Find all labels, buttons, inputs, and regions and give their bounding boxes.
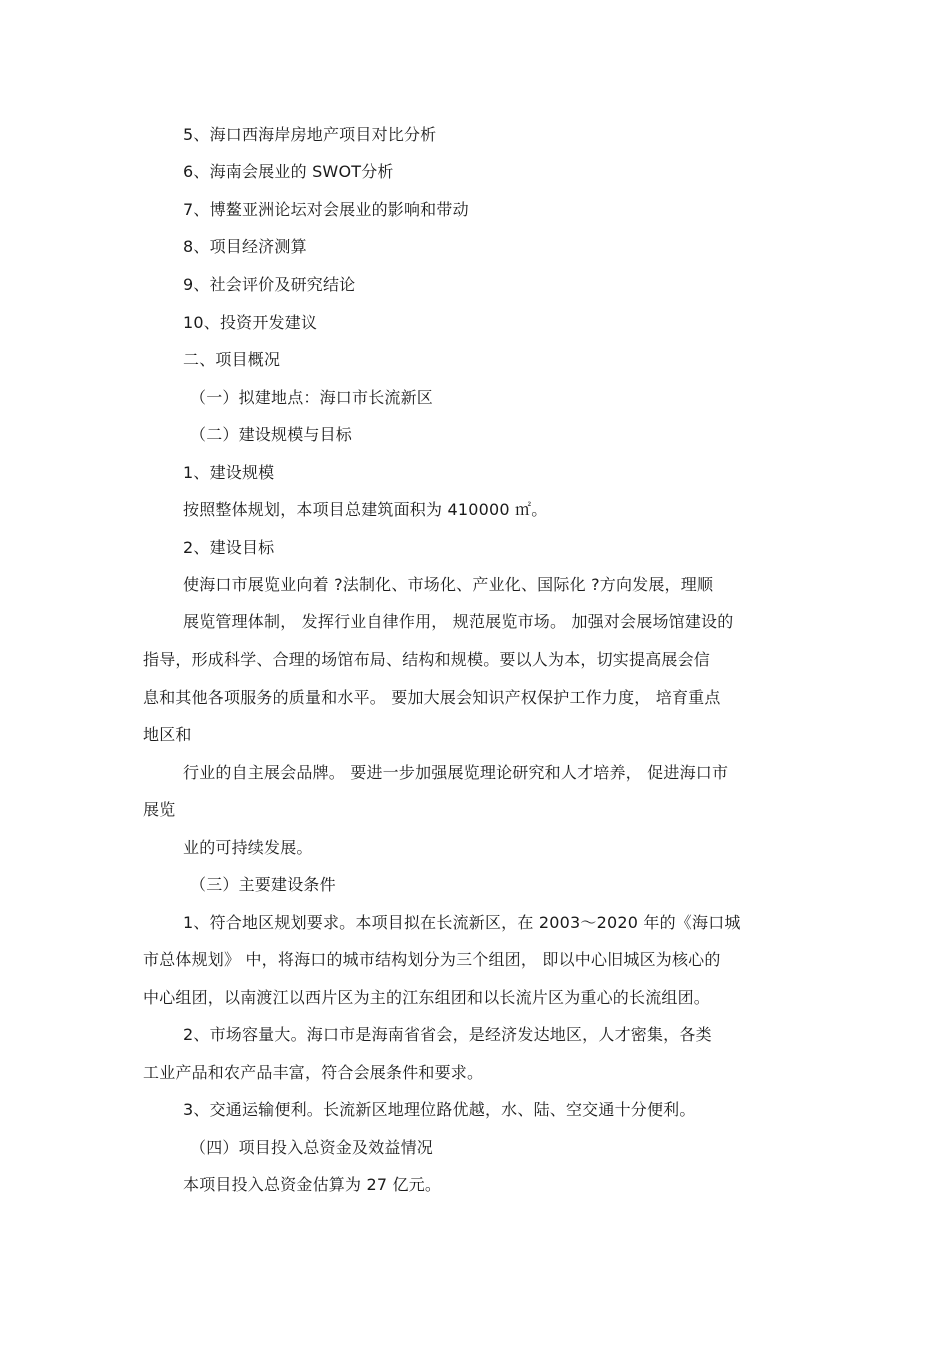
toc-item-9: 9、社会评价及研究结论 (183, 275, 356, 294)
paragraph-line: 业的可持续发展。 (183, 838, 313, 857)
section-heading-2: 二、项目概况 (183, 350, 281, 369)
item-heading-scale: 1、建设规模 (183, 463, 275, 482)
paragraph-line: 展览管理体制， 发挥行业自律作用， 规范展览市场。 加强对会展场馆建设的 (183, 612, 734, 631)
paragraph-line: 本项目投入总资金估算为 27 亿元。 (183, 1175, 442, 1194)
toc-item-7: 7、博鳌亚洲论坛对会展业的影响和带动 (183, 200, 469, 219)
paragraph-line: 中心组团，以南渡江以西片区为主的江东组团和以长流片区为重心的长流组团。 (143, 988, 711, 1007)
paragraph-line: 展览 (143, 800, 176, 819)
paragraph-line: 使海口市展览业向着 ?法制化、市场化、产业化、国际化 ?方向发展，理顺 (183, 575, 714, 594)
paragraph-line: 3、交通运输便利。长流新区地理位路优越，水、陆、空交通十分便利。 (183, 1100, 696, 1119)
subsection-heading-1: （一）拟建地点：海口市长流新区 (190, 388, 434, 407)
paragraph-line: 地区和 (143, 725, 192, 744)
toc-item-5: 5、海口西海岸房地产项目对比分析 (183, 125, 437, 144)
paragraph-line: 指导，形成科学、合理的场馆布局、结构和规模。要以人为本，切实提高展会信 (143, 650, 711, 669)
toc-item-10: 10、投资开发建议 (183, 313, 318, 332)
item-heading-goal: 2、建设目标 (183, 538, 275, 557)
paragraph-line: 1、符合地区规划要求。本项目拟在长流新区，在 2003～2020 年的《海口城 (183, 913, 741, 932)
subsection-heading-2: （二）建设规模与目标 (190, 425, 353, 444)
paragraph-line: 息和其他各项服务的质量和水平。 要加大展会知识产权保护工作力度， 培育重点 (143, 688, 721, 707)
toc-item-8: 8、项目经济测算 (183, 237, 307, 256)
paragraph-line: 2、市场容量大。海口市是海南省省会，是经济发达地区，人才密集，各类 (183, 1025, 712, 1044)
paragraph-line: 工业产品和农产品丰富，符合会展条件和要求。 (143, 1063, 484, 1082)
paragraph-line: 行业的自主展会品牌。 要进一步加强展览理论研究和人才培养， 促进海口市 (183, 763, 729, 782)
toc-item-6: 6、海南会展业的 SWOT分析 (183, 162, 394, 181)
paragraph-line: 按照整体规划，本项目总建筑面积为 410000 ㎡。 (183, 500, 548, 519)
subsection-heading-4: （四）项目投入总资金及效益情况 (190, 1138, 434, 1157)
paragraph-line: 市总体规划》 中，将海口的城市结构划分为三个组团， 即以中心旧城区为核心的 (143, 950, 721, 969)
subsection-heading-3: （三）主要建设条件 (190, 875, 336, 894)
